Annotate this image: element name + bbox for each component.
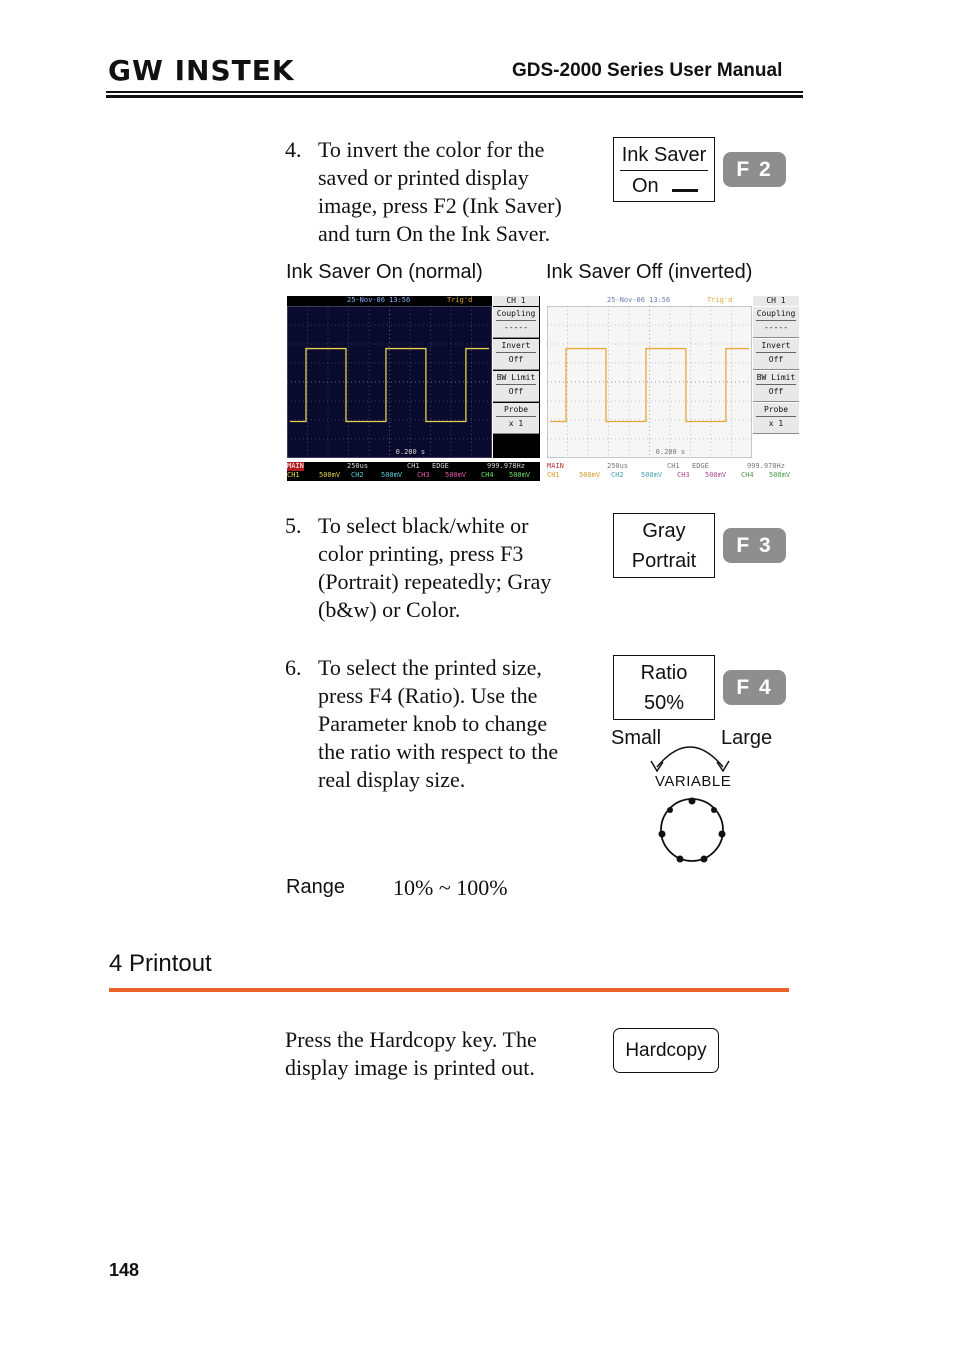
f2-key[interactable]: F 2: [723, 152, 786, 187]
channel-field: 500mV: [705, 471, 727, 479]
step-line: real display size.: [318, 767, 466, 792]
channel-field: CH1: [287, 471, 300, 479]
toggle-indicator-icon: [672, 189, 698, 192]
instruction-line: display image is printed out.: [285, 1055, 535, 1080]
channel-field: CH1: [547, 471, 560, 479]
softkey-value-text: On: [632, 175, 659, 197]
page-number: 148: [109, 1260, 140, 1280]
manual-title: GDS-2000 Series User Manual: [512, 60, 783, 81]
channel-field: 500mV: [769, 471, 791, 479]
scope-datetime: 25-Nov-06 13:56: [607, 296, 671, 304]
channel-field: 500mV: [509, 471, 531, 479]
scope-softkey-value: -----: [763, 323, 789, 332]
step-text: [318, 512, 551, 624]
step-line: image, press F2 (Ink Saver): [318, 193, 562, 218]
scope-bottom-status: [547, 462, 800, 481]
step-line: saved or printed display: [318, 165, 529, 190]
step-5: [285, 512, 605, 624]
step-number: 6.: [285, 655, 302, 680]
softkey-label: Ink Saver: [621, 144, 707, 166]
status-field: MAIN: [547, 462, 564, 470]
hardcopy-instruction: [285, 1026, 537, 1082]
softkey-value: [614, 175, 714, 198]
step-line: To select the printed size,: [318, 655, 542, 680]
knob-small-label: Small: [611, 727, 662, 749]
scope-softkey: [493, 403, 539, 434]
range-label: Range: [286, 876, 345, 898]
step-4: [285, 136, 605, 248]
instruction-line: Press the Hardcopy key. The: [285, 1027, 537, 1052]
status-field: CH1: [667, 462, 680, 470]
scope-softkey-panel: [753, 296, 800, 458]
scope-softkey-value: -----: [503, 323, 529, 332]
status-field: EDGE: [692, 462, 709, 470]
channel-field: 500mV: [641, 471, 663, 479]
scope-datetime: 25-Nov-06 13:56: [347, 296, 411, 304]
scope-softkey-label: Invert: [756, 339, 796, 353]
time-readout: 0.200 s: [395, 448, 426, 456]
header-rule-thick: [106, 95, 803, 98]
scope-softkey-panel: [493, 296, 540, 458]
brand-logo: GW INSTEK: [108, 54, 295, 87]
scope-graticule: [547, 306, 752, 458]
channel-field: CH2: [351, 471, 364, 479]
scope-softkey-value: Off: [768, 355, 784, 364]
rotate-arrows-icon: [645, 735, 735, 777]
panel-title: CH 1: [753, 296, 799, 306]
step-line: Parameter knob to change: [318, 711, 548, 736]
channel-field: 500mV: [445, 471, 467, 479]
channel-field: CH3: [417, 471, 430, 479]
step-line: the ratio with respect to the: [318, 739, 559, 764]
scope-softkey: [493, 307, 539, 338]
softkey-label: Ratio: [640, 662, 688, 684]
scope-softkey-label: Probe: [496, 403, 536, 417]
time-readout: 0.200 s: [655, 448, 686, 456]
scope-softkey-value: Off: [508, 387, 524, 396]
status-field: 250us: [607, 462, 629, 470]
step-number: 5.: [285, 513, 302, 538]
caption-normal: Ink Saver On (normal): [286, 261, 483, 283]
ratio-softkey[interactable]: [613, 655, 715, 720]
channel-field: CH4: [741, 471, 754, 479]
softkey-value: Portrait: [631, 550, 697, 572]
scope-top-status: [547, 296, 752, 306]
caption-inverted: Ink Saver Off (inverted): [546, 261, 753, 283]
scope-softkey-label: Invert: [496, 339, 536, 353]
scope-softkey: [753, 371, 799, 402]
scope-bottom-status: [287, 462, 540, 481]
step-line: color printing, press F3: [318, 541, 524, 566]
scope-softkey-label: BW Limit: [756, 371, 796, 385]
hardcopy-key[interactable]: Hardcopy: [613, 1028, 719, 1073]
variable-knob-icon[interactable]: [658, 796, 726, 864]
scope-softkey: [753, 307, 799, 338]
softkey-divider: [620, 170, 708, 171]
status-field: CH1: [407, 462, 420, 470]
header-rule-thin: [106, 91, 803, 93]
step-text: [318, 136, 562, 248]
range-value: 10% ~ 100%: [393, 875, 508, 900]
step-number: 4.: [285, 137, 302, 162]
scope-screen-ink-saver-off: [547, 296, 800, 481]
knob-variable-label: VARIABLE: [655, 773, 732, 790]
step-line: (Portrait) repeatedly; Gray: [318, 569, 552, 594]
scope-softkey-label: Coupling: [756, 307, 796, 321]
status-field: 250us: [347, 462, 369, 470]
step-line: (b&w) or Color.: [318, 597, 461, 622]
scope-softkey: [753, 339, 799, 370]
softkey-value: 50%: [643, 692, 685, 714]
section-title: 4 Printout: [109, 950, 212, 977]
scope-softkey-label: Probe: [756, 403, 796, 417]
scope-softkey: [493, 339, 539, 370]
channel-field: CH2: [611, 471, 624, 479]
panel-title: CH 1: [493, 296, 539, 306]
status-field: MAIN: [287, 462, 304, 470]
channel-field: CH4: [481, 471, 494, 479]
scope-screen-ink-saver-on: [287, 296, 540, 481]
step-text: [318, 654, 558, 794]
scope-trigger-status: Trig'd: [447, 296, 473, 304]
channel-field: 500mV: [319, 471, 341, 479]
scope-softkey: [493, 371, 539, 402]
channel-field: CH3: [677, 471, 690, 479]
channel-field: 500mV: [381, 471, 403, 479]
step-line: press F4 (Ratio). Use the: [318, 683, 538, 708]
scope-softkey-label: Coupling: [496, 307, 536, 321]
scope-softkey-label: BW Limit: [496, 371, 536, 385]
step-line: and turn On the Ink Saver.: [318, 221, 551, 246]
scope-softkey-value: Off: [508, 355, 524, 364]
status-field: 999.978Hz: [747, 462, 785, 470]
section-rule: [109, 988, 789, 992]
step-line: To invert the color for the: [318, 137, 545, 162]
knob-large-label: Large: [721, 727, 773, 749]
scope-graticule: [287, 306, 492, 458]
status-field: EDGE: [432, 462, 449, 470]
portrait-softkey[interactable]: [613, 513, 715, 578]
scope-softkey-value: x 1: [768, 419, 784, 428]
scope-softkey-value: Off: [768, 387, 784, 396]
scope-softkey-value: x 1: [508, 419, 524, 428]
scope-trigger-status: Trig'd: [707, 296, 733, 304]
step-6: [285, 654, 605, 794]
ink-saver-softkey[interactable]: [613, 137, 715, 202]
softkey-label: Gray: [642, 520, 686, 542]
f4-key[interactable]: F 4: [723, 670, 786, 705]
scope-softkey: [753, 403, 799, 434]
step-line: To select black/white or: [318, 513, 529, 538]
status-field: 999.978Hz: [487, 462, 525, 470]
channel-field: 500mV: [579, 471, 601, 479]
scope-top-status: [287, 296, 492, 306]
f3-key[interactable]: F 3: [723, 528, 786, 563]
